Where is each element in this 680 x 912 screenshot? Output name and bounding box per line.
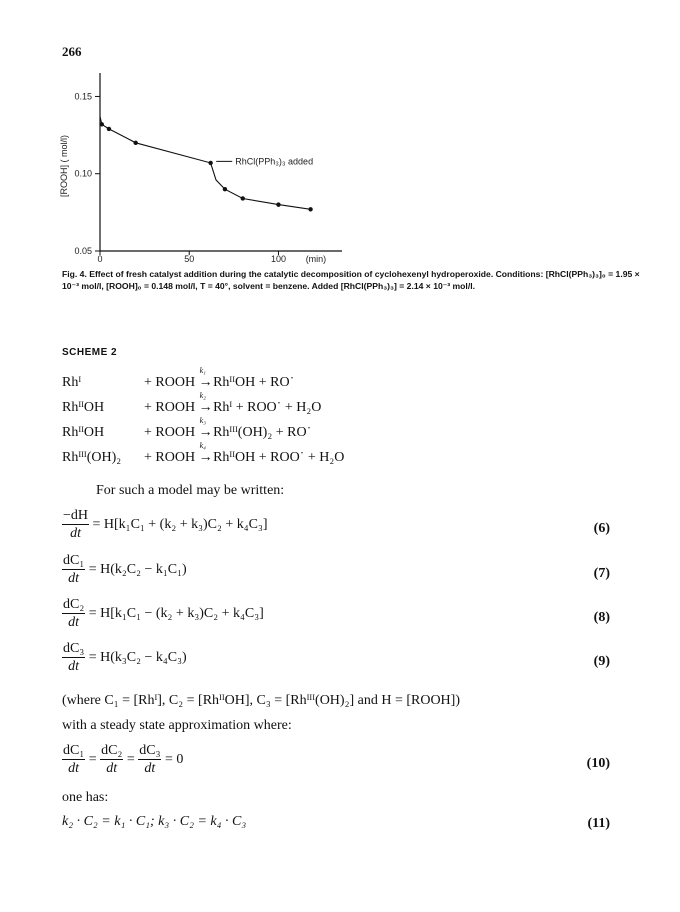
eq-fraction: $\frac{\text{dC₂}}{dt}$ — [63, 597, 85, 630]
figure-caption: Fig. 4. Effect of fresh catalyst addition during the catalytic decomposition of cyclohexenyl hydroperoxide. Conditions: [RhCl(PPh₃)₃]₀ = 1.95 × 10⁻³ mol/l, [ROOH]₀ = 0.148 mol/l, T = 40°, solvent = benzene. Added [RhCl(PPh₃)₃] = 2.14 × 10⁻³ mol/l. — [62, 269, 640, 291]
rate-constant: k₁ — [199, 366, 206, 375]
eq-rhs: = H[k₁C₁ + (k₂ + k₃)C₂ + k₄C₃] — [92, 517, 268, 533]
annotation-text: RhCl(PPh₃)₃ added — [235, 156, 314, 167]
reaction-arrow: k₁ → — [198, 366, 213, 390]
data-point — [241, 196, 245, 200]
equation-6 — [62, 508, 268, 542]
data-point — [308, 207, 312, 211]
equation-9 — [62, 641, 187, 675]
eq10-number: (10) — [586, 756, 610, 771]
equation-number: (7) — [593, 566, 610, 581]
scheme-reaction: + ROOH k₂ → Rhᴵ + ROO˙ + H₂O — [144, 391, 322, 415]
chart-points — [100, 122, 313, 211]
scheme-heading: SCHEME 2 — [62, 347, 118, 358]
scheme-species: Rhᴵᴵᴵ(OH)₂ — [62, 450, 122, 465]
one-has-text: one has: — [62, 790, 109, 805]
x-tick-label: 100 — [270, 254, 286, 264]
reaction-arrow: k₄ → — [198, 441, 213, 465]
equation-10: $\frac{\text{dC₁}}{dt}$ = $\frac{\text{dC₂}}{dt}$ = $\frac{\text{dC₃}}{dt}$ = 0 — [63, 743, 184, 776]
x-unit-label: (min) — [305, 254, 327, 264]
data-point — [133, 141, 137, 145]
scheme-species: RhᴵᴵOH — [62, 425, 105, 440]
eq-fraction: $\frac{\text{dC₃}}{dt}$ — [63, 641, 85, 674]
eq-rhs: = H(k₃C₂ − k₄C₃) — [88, 650, 187, 666]
data-point — [208, 161, 212, 165]
data-point — [100, 122, 104, 126]
scheme-species: Rhᴵ — [62, 375, 82, 390]
chart-ticks — [59, 91, 326, 264]
y-tick-label: 0.05 — [74, 246, 92, 256]
intro-text: For such a model may be written: — [96, 483, 285, 498]
data-point — [276, 202, 280, 206]
equation-7 — [62, 553, 187, 587]
eq10-rhs: = 0 — [164, 752, 184, 768]
x-tick-label: 50 — [184, 254, 195, 264]
eq11-number: (11) — [587, 816, 610, 831]
y-tick-label: 0.10 — [74, 168, 92, 179]
equation-11: k₂ · C₂ = k₁ · C₁; k₃ · C₂ = k₄ · C₃ — [62, 814, 247, 829]
eq10-frac-3: $\frac{\text{dC₃}}{dt}$ — [139, 743, 161, 776]
equation-8 — [62, 597, 264, 631]
y-axis-label: [ROOH] ( mol/l) — [59, 135, 69, 197]
equation-number: (6) — [593, 521, 610, 536]
reaction-arrow: k₃ → — [198, 416, 213, 440]
scheme-reaction: + ROOH k₃ → Rhᴵᴵᴵ(OH)₂ + RO˙ — [144, 416, 312, 440]
eq-rhs: = H(k₂C₂ − k₁C₁) — [88, 562, 187, 578]
scheme-species: RhᴵᴵOH — [62, 400, 105, 415]
scheme-reaction: + ROOH k₁ → RhᴵᴵOH + RO˙ — [144, 366, 295, 390]
eq-rhs: = H[k₁C₁ − (k₂ + k₃)C₂ + k₄C₃] — [88, 606, 264, 622]
steady-state-text: with a steady state approximation where: — [62, 718, 292, 733]
where-text: (where C₁ = [Rhᴵ], C₂ = [RhᴵᴵOH], C₃ = [Rhᴵᴵᴵ(OH)₂] and H = [ROOH]) — [62, 693, 460, 708]
equation-number: (8) — [593, 610, 610, 625]
rate-constant: k₂ — [199, 391, 206, 400]
page-number: 266 — [62, 44, 82, 59]
eq-fraction: $\frac{\text{dC₁}}{dt}$ — [63, 553, 85, 586]
chart-annotation — [216, 156, 313, 166]
y-tick-label: 0.15 — [74, 91, 92, 102]
figure-chart — [50, 66, 350, 266]
x-tick-label: 0 — [97, 254, 103, 264]
eq10-frac-2: $\frac{\text{dC₂}}{dt}$ — [101, 743, 123, 776]
scheme-reaction: + ROOH k₄ → RhᴵᴵOH + ROO˙ + H₂O — [144, 441, 345, 465]
rate-constant: k₄ — [199, 441, 206, 450]
reaction-arrow: k₂ → — [198, 391, 213, 415]
eq10-frac-1: $\frac{\text{dC₁}}{dt}$ — [63, 743, 85, 776]
rate-constant: k₃ — [199, 416, 206, 425]
eq-fraction: $\frac{-dH}{dt}$ — [63, 508, 89, 541]
data-point — [223, 187, 227, 191]
equation-number: (9) — [593, 654, 610, 669]
data-point — [107, 127, 111, 131]
